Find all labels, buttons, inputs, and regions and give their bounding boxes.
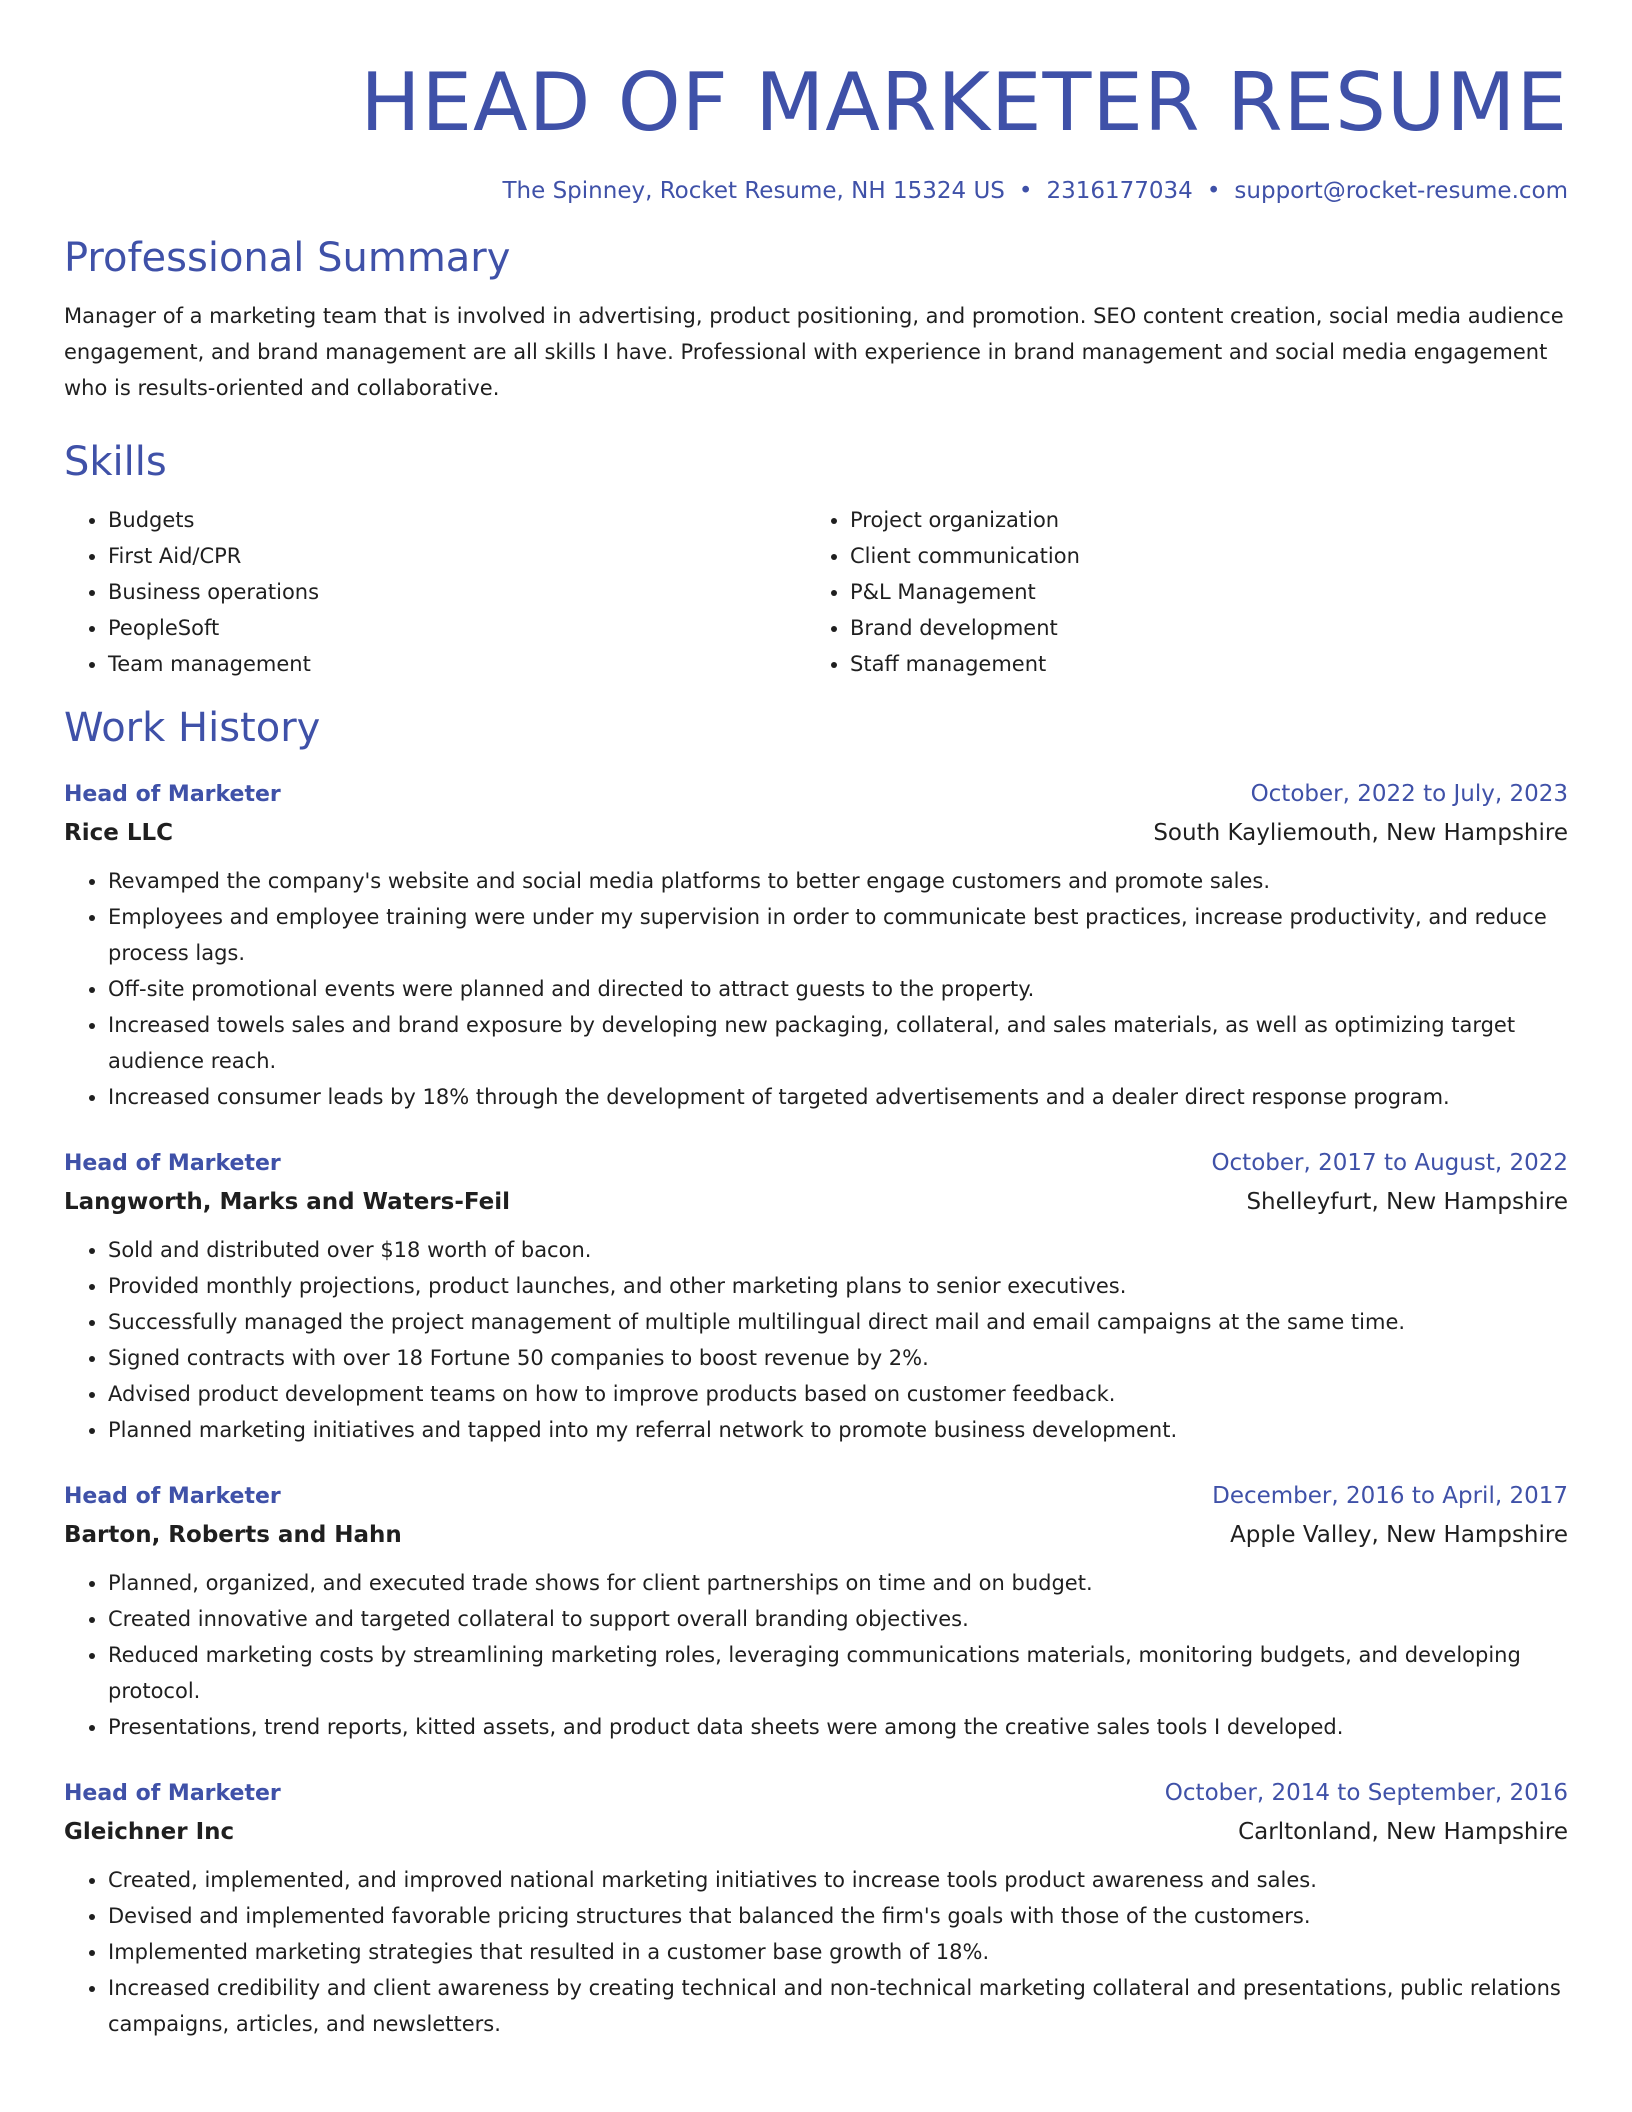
job-title: Head of Marketer [64,1151,281,1176]
job-dates: October, 2022 to July, 2023 [1250,781,1568,807]
job-dates: October, 2014 to September, 2016 [1164,1780,1568,1806]
job-bullet: • Successfully managed the project management of multiple multilingual direct mail and email campaigns at the same time. [108,1304,1568,1340]
contact-phone: 2316177034 [1046,178,1193,204]
skills-heading: Skills [64,439,167,485]
contact-separator: • [1206,178,1221,204]
job-title: Head of Marketer [64,1781,281,1806]
job-header [64,1775,1568,1812]
skill-item: • Project organization [850,502,1548,538]
job-bullet: • Revamped the company's website and social media platforms to better engage customers and promote sales. [108,863,1568,899]
job-location: Apple Valley, New Hampshire [1230,1522,1568,1548]
contact-address: The Spinney, Rocket Resume, NH 15324 US [502,178,1005,204]
job-title: Head of Marketer [64,782,281,807]
job-header [64,1145,1568,1182]
job-bullet: • Signed contracts with over 18 Fortune 50 companies to boost revenue by 2%. [108,1340,1568,1376]
job-bullet: • Provided monthly projections, product launches, and other marketing plans to senior executives. [108,1268,1568,1304]
job-company: Gleichner Inc [64,1819,235,1845]
job-bullet: • Employees and employee training were under my supervision in order to communicate best practices, increase productivity, and reduce process lags. [108,899,1568,971]
summary-text: Manager of a marketing team that is involved in advertising, product positioning, and promotion. SEO content creation, social media audience engagement, and brand management are all skills I have. Professional with experience in brand management and social media engagement who is results-oriented and collaborative. [64,304,1564,400]
skill-item: • Client communication [850,538,1548,574]
skills-list [64,502,1568,682]
job-subheader [64,1182,1568,1222]
skills-column-right [806,502,1548,682]
job-dates: December, 2016 to April, 2017 [1212,1483,1568,1509]
job-bullet: • Off-site promotional events were planned and directed to attract guests to the property. [108,971,1568,1007]
job-company: Rice LLC [64,820,174,846]
skill-item: • PeopleSoft [108,610,806,646]
job-bullets [64,1232,1568,1448]
job-bullet: • Increased consumer leads by 18% through the development of targeted advertisements and a dealer direct response program. [108,1079,1568,1115]
job-location: Carltonland, New Hampshire [1238,1819,1568,1845]
job-dates: October, 2017 to August, 2022 [1211,1150,1568,1176]
job-entry [64,776,1568,1115]
job-bullet: • Presentations, trend reports, kitted assets, and product data sheets were among the creative sales tools I developed. [108,1709,1568,1745]
job-bullet: • Increased credibility and client awareness by creating technical and non-technical marketing collateral and presentations, public relations campaigns, articles, and newsletters. [108,1970,1568,2042]
job-company: Langworth, Marks and Waters-Feil [64,1189,511,1215]
job-location: South Kayliemouth, New Hampshire [1153,820,1568,846]
job-bullet: • Created, implemented, and improved national marketing initiatives to increase tools product awareness and sales. [108,1862,1568,1898]
resume-page [64,52,1568,2042]
job-subheader [64,1515,1568,1555]
job-subheader [64,813,1568,853]
job-bullet: • Created innovative and targeted collateral to support overall branding objectives. [108,1601,1568,1637]
job-bullet: • Reduced marketing costs by streamlining marketing roles, leveraging communications materials, monitoring budgets, and developing protocol. [108,1637,1568,1709]
summary-heading: Professional Summary [64,235,511,281]
job-bullet: • Advised product development teams on how to improve products based on customer feedback. [108,1376,1568,1412]
skill-item: • Brand development [850,610,1548,646]
contact-separator: • [1018,178,1033,204]
job-company: Barton, Roberts and Hahn [64,1522,402,1548]
job-bullet: • Planned, organized, and executed trade shows for client partnerships on time and on budget. [108,1565,1568,1601]
job-entry [64,1145,1568,1448]
skill-item: • P&L Management [850,574,1548,610]
work-history-heading: Work History [64,705,321,751]
job-header [64,1478,1568,1515]
contact-email[interactable]: support@rocket-resume.com [1234,178,1568,204]
job-entry [64,1478,1568,1745]
job-bullet: • Increased towels sales and brand exposure by developing new packaging, collateral, and sales materials, as well as optimizing target audience reach. [108,1007,1568,1079]
job-bullet: • Implemented marketing strategies that resulted in a customer base growth of 18%. [108,1934,1568,1970]
job-subheader [64,1812,1568,1852]
job-bullets [64,1862,1568,2042]
job-entry [64,1775,1568,2042]
job-bullet: • Sold and distributed over $18 worth of bacon. [108,1232,1568,1268]
job-header [64,776,1568,813]
job-title: Head of Marketer [64,1484,281,1509]
skill-item: • Team management [108,646,806,682]
skill-item: • First Aid/CPR [108,538,806,574]
job-location: Shelleyfurt, New Hampshire [1246,1189,1568,1215]
skill-item: • Business operations [108,574,806,610]
skill-item: • Budgets [108,502,806,538]
job-bullet: • Planned marketing initiatives and tapped into my referral network to promote business development. [108,1412,1568,1448]
skills-column-left [64,502,806,682]
skill-item: • Staff management [850,646,1548,682]
job-bullets [64,1565,1568,1745]
resume-title: HEAD OF MARKETER RESUME [360,56,1568,149]
job-bullets [64,863,1568,1115]
contact-line [64,178,1568,204]
job-bullet: • Devised and implemented favorable pricing structures that balanced the firm's goals with those of the customers. [108,1898,1568,1934]
